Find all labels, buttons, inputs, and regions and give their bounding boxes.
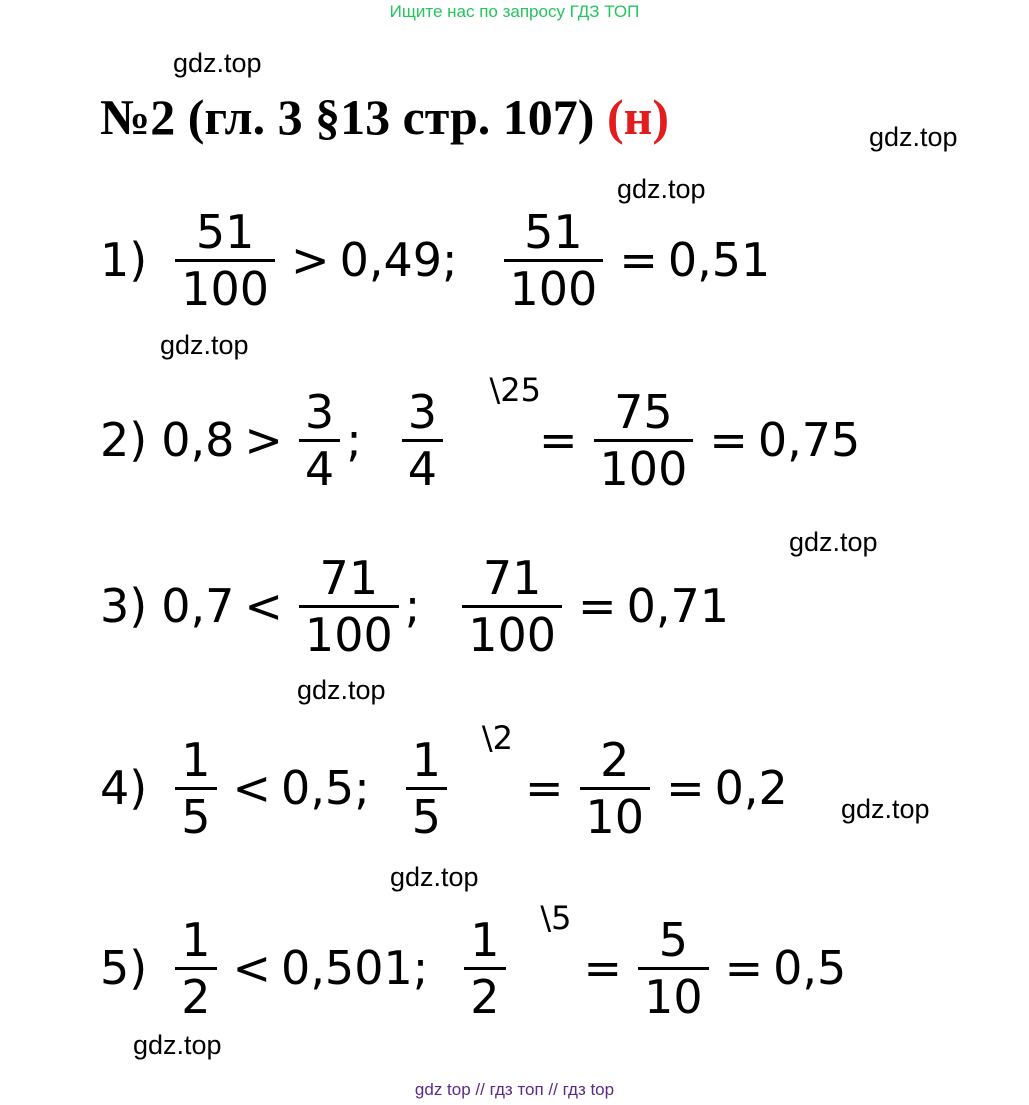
- result: 0,51: [667, 233, 771, 287]
- watermark: gdz.top: [789, 527, 878, 557]
- numerator: 71: [319, 550, 379, 605]
- semicolon: ;: [404, 579, 421, 633]
- semicolon: ;: [346, 413, 362, 467]
- denominator: 100: [594, 439, 694, 492]
- equals-sign: =: [578, 579, 617, 633]
- result: 0,75: [757, 413, 861, 467]
- result: 0,71: [626, 579, 730, 633]
- title-accent: (н): [606, 89, 670, 145]
- exercise-row-2: [100, 370, 861, 500]
- numerator: 1: [181, 912, 211, 967]
- operator: <: [232, 761, 272, 815]
- numerator: 51: [524, 204, 583, 259]
- denominator: 2: [175, 967, 216, 1020]
- equals-sign: =: [666, 761, 705, 815]
- exercise-row-3: [100, 546, 729, 666]
- numerator: 1: [470, 912, 500, 967]
- equals-sign: =: [583, 941, 623, 995]
- watermark: gdz.top: [160, 330, 249, 360]
- value: 0,49;: [339, 233, 458, 287]
- fraction-with-multiplier: [400, 718, 513, 844]
- fraction: [504, 204, 604, 316]
- numerator: 3: [304, 384, 335, 439]
- fraction: [402, 384, 443, 496]
- watermark: gdz.top: [617, 174, 706, 204]
- exercise-row-1: [100, 200, 770, 320]
- denominator: 100: [175, 259, 275, 312]
- numerator: 1: [411, 732, 441, 787]
- numerator: 51: [195, 204, 255, 259]
- fraction: [406, 732, 447, 844]
- watermark: gdz.top: [133, 1030, 222, 1060]
- denominator: 4: [299, 439, 340, 492]
- numerator: 1: [181, 732, 211, 787]
- denominator: 100: [462, 605, 562, 658]
- operator: <: [244, 579, 283, 633]
- watermark: gdz.top: [841, 794, 930, 824]
- multiplier: \5: [540, 898, 572, 937]
- numerator: 5: [658, 912, 688, 967]
- fraction: [580, 732, 651, 844]
- multiplier: \25: [489, 370, 541, 409]
- denominator: 4: [402, 439, 443, 492]
- denominator: 2: [464, 967, 505, 1020]
- top-banner: Ищите нас по запросу ГДЗ ТОП: [389, 2, 640, 21]
- fraction-with-multiplier: [396, 370, 541, 496]
- equals-sign: =: [538, 413, 578, 467]
- value: 0,8: [161, 413, 235, 467]
- title-main: №2 (гл. 3 §13 стр. 107): [100, 89, 607, 145]
- fraction: [464, 912, 505, 1024]
- result: 0,5: [773, 941, 847, 995]
- watermark: gdz.top: [173, 48, 262, 78]
- fraction: [594, 384, 694, 496]
- fraction: [638, 912, 709, 1024]
- denominator: 10: [580, 787, 651, 840]
- denominator: 10: [638, 967, 709, 1020]
- row-label: 4): [100, 761, 148, 815]
- fraction-with-multiplier: [458, 898, 572, 1024]
- exercise-row-5: [100, 898, 847, 1028]
- numerator: 2: [600, 732, 630, 787]
- fraction: [462, 550, 562, 662]
- row-label: 1): [100, 233, 148, 287]
- row-label: 5): [100, 941, 148, 995]
- footer: gdz top // гдз топ // гдз top: [414, 1080, 615, 1099]
- fraction: [175, 912, 216, 1024]
- row-label: 3): [100, 579, 148, 633]
- operator: >: [244, 413, 283, 467]
- equals-sign: =: [524, 761, 564, 815]
- equals-sign: =: [709, 413, 748, 467]
- fraction: [175, 732, 216, 844]
- multiplier: \2: [481, 718, 513, 757]
- denominator: 5: [175, 787, 216, 840]
- fraction: [299, 550, 399, 662]
- fraction: [175, 204, 275, 316]
- exercise-row-4: [100, 718, 788, 848]
- watermark: gdz.top: [869, 122, 958, 152]
- value: 0,7: [161, 579, 235, 633]
- operator: >: [291, 233, 330, 287]
- numerator: 71: [482, 550, 542, 605]
- result: 0,2: [714, 761, 788, 815]
- value: 0,501;: [281, 941, 429, 995]
- page-title: [100, 88, 669, 146]
- denominator: 100: [299, 605, 399, 658]
- equals-sign: =: [619, 233, 658, 287]
- value: 0,5;: [281, 761, 370, 815]
- equals-sign: =: [724, 941, 764, 995]
- watermark: gdz.top: [297, 675, 386, 705]
- fraction: [299, 384, 340, 496]
- operator: <: [232, 941, 272, 995]
- watermark: gdz.top: [390, 862, 479, 892]
- row-label: 2): [100, 413, 148, 467]
- denominator: 5: [406, 787, 447, 840]
- denominator: 100: [504, 259, 604, 312]
- numerator: 3: [407, 384, 437, 439]
- numerator: 75: [614, 384, 673, 439]
